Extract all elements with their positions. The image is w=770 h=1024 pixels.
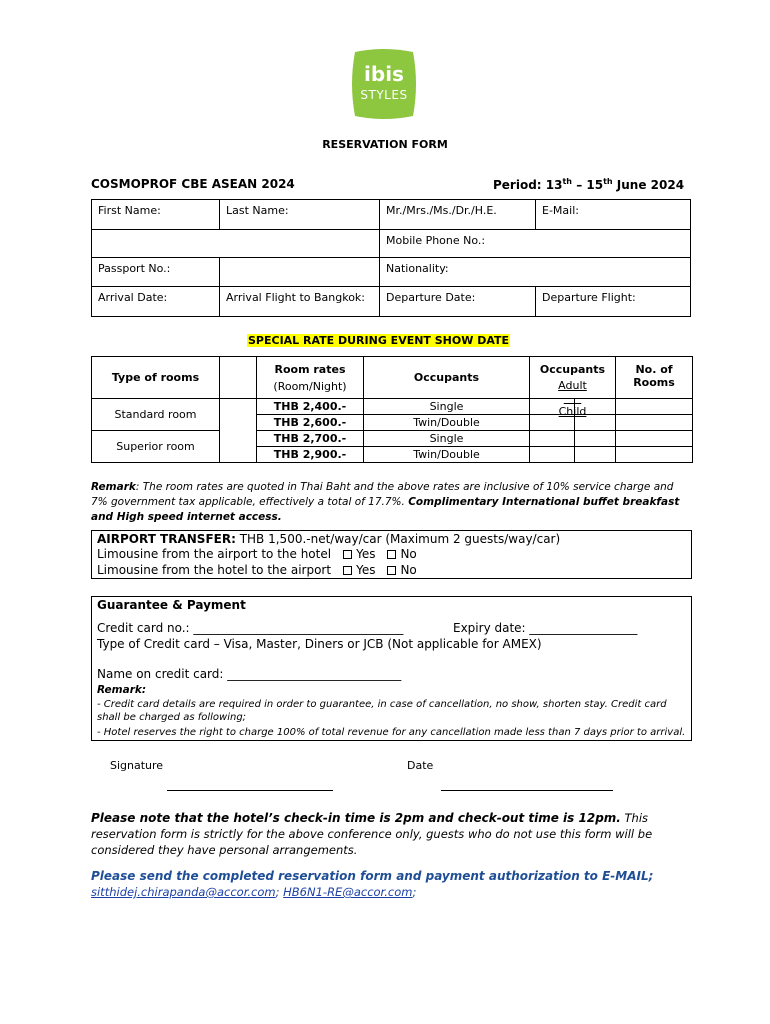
guarantee-remark-1: - Credit card details are required in order to guarantee, in case of cancellation, no show, shorten stay. Credit card shall be charged as following;: [97, 699, 667, 723]
adult-input-3[interactable]: [529, 430, 575, 447]
child-input-4[interactable]: [574, 446, 616, 463]
rate-standard-single: THB 2,400.-: [256, 398, 364, 415]
arrival-flight-field[interactable]: Arrival Flight to Bangkok:: [219, 286, 380, 317]
guarantee-title: Guarantee & Payment: [97, 598, 246, 612]
rate-superior-single: THB 2,700.-: [256, 430, 364, 447]
occupants-row-4: Twin/Double: [363, 446, 530, 463]
header-occupants-split: Occupants Adult Child: [529, 356, 616, 399]
adult-input-1[interactable]: [529, 398, 575, 415]
guarantee-remark-2: - Hotel reserves the right to charge 100% of total revenue for any cancellation made less than 7 days prior to arrival.: [97, 727, 686, 738]
adult-input-4[interactable]: [529, 446, 575, 463]
rooms-input-3[interactable]: [615, 430, 693, 447]
header-room-rates: Room rates (Room/Night): [256, 356, 364, 399]
event-name: COSMOPROF CBE ASEAN 2024: [91, 177, 295, 191]
rooms-input-4[interactable]: [615, 446, 693, 463]
spacer-cell: [219, 356, 257, 399]
spacer-cell-2: [219, 398, 257, 463]
child-input-3[interactable]: [574, 430, 616, 447]
date-label: Date: [407, 759, 434, 772]
departure-flight-field[interactable]: Departure Flight:: [535, 286, 691, 317]
last-name-field[interactable]: Last Name:: [219, 199, 380, 230]
rooms-input-1[interactable]: [615, 398, 693, 415]
standard-room-cell: Standard room: [91, 398, 220, 431]
expiry-date-field[interactable]: Expiry date: __________________: [453, 621, 638, 635]
form-title: RESERVATION FORM: [322, 138, 448, 151]
ibis-styles-logo: [349, 48, 419, 120]
logo-text-styles: STYLES: [360, 88, 408, 102]
passport-field[interactable]: Passport No.:: [91, 257, 220, 287]
child-input-1[interactable]: [574, 398, 616, 415]
header-type-of-rooms: Type of rooms: [91, 356, 220, 399]
email-field[interactable]: E-Mail:: [535, 199, 691, 230]
adult-input-2[interactable]: [529, 414, 575, 431]
checkbox-to-airport-yes[interactable]: [343, 566, 352, 575]
signature-line[interactable]: [167, 790, 333, 791]
departure-date-field[interactable]: Departure Date:: [379, 286, 536, 317]
header-occupants: Occupants: [363, 356, 530, 399]
transfer-row-to-airport: Limousine from the hotel to the airport Yes No: [97, 563, 417, 577]
send-instruction: Please send the completed reservation form and payment authorization to E-MAIL;: [91, 869, 654, 883]
airport-transfer-title: AIRPORT TRANSFER: THB 1,500.-net/way/car (Maximum 2 guests/way/car): [97, 532, 561, 546]
checkin-note: Please note that the hotel’s check-in time is 2pm and check-out time is 12pm. This reservation form is strictly for the above conference only, guests who do not use this form will be considered they have personal arrangements.: [91, 811, 653, 857]
date-line[interactable]: [441, 790, 613, 791]
occupants-row-2: Twin/Double: [363, 414, 530, 431]
title-field[interactable]: Mr./Mrs./Ms./Dr./H.E.: [379, 199, 536, 230]
checkbox-to-hotel-no[interactable]: [387, 550, 396, 559]
transfer-row-to-hotel: Limousine from the airport to the hotel Yes No: [97, 547, 417, 561]
occupants-row-3: Single: [363, 430, 530, 447]
nationality-field[interactable]: Nationality:: [379, 257, 691, 287]
email-link-1[interactable]: sitthidej.chirapanda@accor.com: [91, 885, 276, 899]
mobile-field[interactable]: Mobile Phone No.:: [379, 229, 691, 258]
child-input-2[interactable]: [574, 414, 616, 431]
logo-text-ibis: ibis: [364, 62, 404, 86]
rate-superior-double: THB 2,900.-: [256, 446, 364, 463]
name-on-card-field[interactable]: Name on credit card: _____________________________: [97, 667, 402, 681]
rate-standard-double: THB 2,600.-: [256, 414, 364, 431]
email-link-2[interactable]: HB6N1-RE@accor.com: [283, 885, 413, 899]
header-no-of-rooms: No. of Rooms: [615, 356, 693, 399]
header-adult: Adult: [558, 379, 587, 392]
checkbox-to-hotel-yes[interactable]: [343, 550, 352, 559]
credit-card-type: Type of Credit card – Visa, Master, Diners or JCB (Not applicable for AMEX): [97, 637, 542, 651]
email-links: sitthidej.chirapanda@accor.com; HB6N1-RE@accor.com;: [91, 885, 417, 899]
credit-card-number-field[interactable]: Credit card no.: ___________________________________: [97, 621, 404, 635]
occupants-row-1: Single: [363, 398, 530, 415]
logo-shape: [349, 48, 419, 120]
signature-label: Signature: [110, 759, 164, 772]
arrival-date-field[interactable]: Arrival Date:: [91, 286, 220, 317]
checkbox-to-airport-no[interactable]: [387, 566, 396, 575]
superior-room-cell: Superior room: [91, 430, 220, 463]
guarantee-remark-label: Remark:: [97, 684, 147, 696]
first-name-field[interactable]: First Name:: [91, 199, 220, 230]
event-period: Period: 13th – 15th June 2024: [493, 177, 685, 192]
rooms-input-2[interactable]: [615, 414, 693, 431]
special-rate-heading: SPECIAL RATE DURING EVENT SHOW DATE: [248, 334, 510, 347]
rate-remark: Remark: The room rates are quoted in Thai Baht and the above rates are inclusive of 10% service charge and 7% government tax applicable, effectively a total of 17.7%. Complimentary International buffet breakfast and High speed internet access.: [91, 481, 680, 523]
header-child: Child: [558, 405, 587, 418]
blank-cell: [91, 229, 380, 258]
passport-value-cell[interactable]: [219, 257, 380, 287]
